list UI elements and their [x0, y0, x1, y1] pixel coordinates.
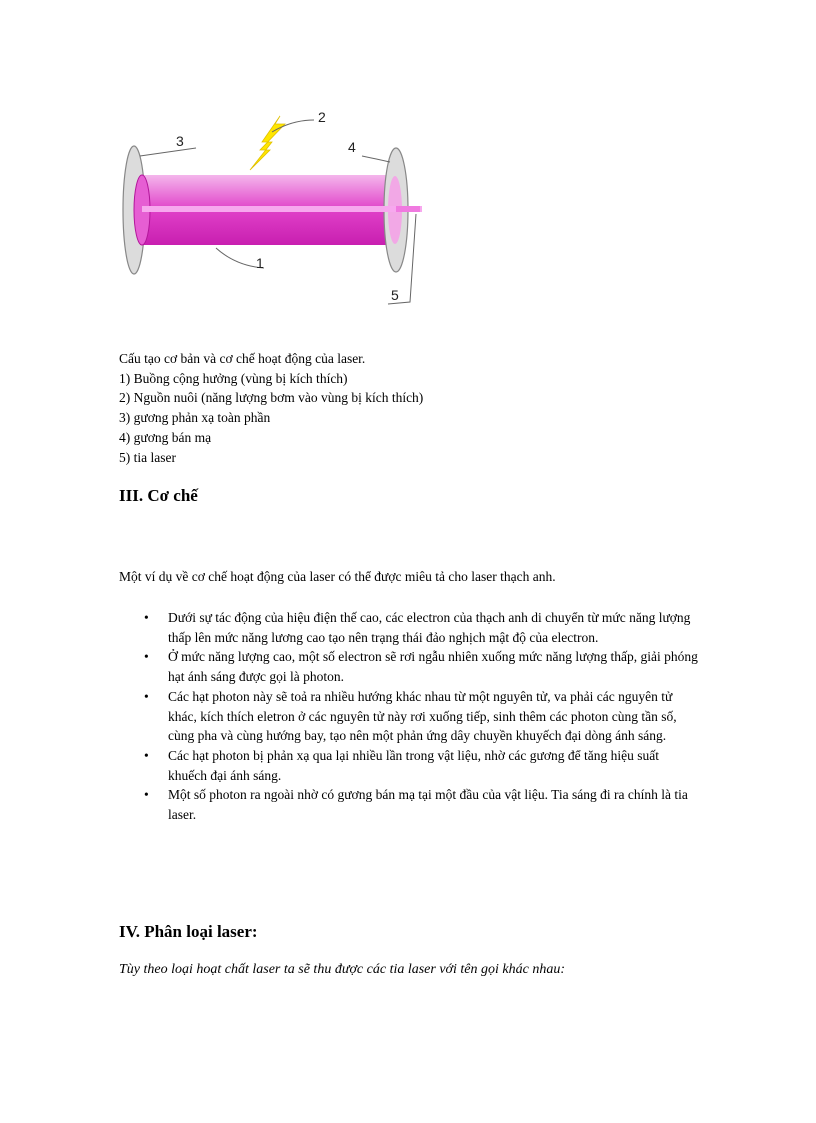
figure-label-4: 4: [348, 139, 356, 155]
list-item-text: Các hạt photon này sẽ toả ra nhiều hướng khác nhau từ một nguyên tử, va phải các nguyên tử khác, kích thích eletron ở các nguyên tử này rơi xuống tiếp, sinh thêm các photon cùng tần số, cùng pha và cùng hướng bay, tạo nên một phản ứng dây chuyền khuyếch đại dòng ánh sáng.: [168, 688, 677, 744]
bullet-icon: •: [144, 787, 149, 803]
caption-item: 1) Buồng cộng hưởng (vùng bị kích thích): [119, 370, 348, 386]
bullet-icon: •: [144, 688, 149, 704]
caption-item: 5) tia laser: [119, 449, 176, 465]
laser-output: [396, 206, 420, 212]
list-item: [140, 608, 700, 647]
laser-diagram-svg: [100, 98, 440, 310]
list-item-text: Ở mức năng lượng cao, một số electron sẽ rơi ngẫu nhiên xuống mức năng lượng thấp, giải phóng hạt ánh sáng được gọi là photon.: [168, 649, 698, 685]
bullet-icon: •: [144, 649, 149, 665]
list-item: [140, 746, 700, 785]
figure-label-2: 2: [318, 109, 326, 125]
caption-item: 2) Nguồn nuôi (năng lượng bơm vào vùng bị kích thích): [119, 390, 424, 406]
section-heading-4: IV. Phân loại laser:: [119, 922, 258, 941]
caption-title: Cấu tạo cơ bản và cơ chế hoạt động của laser.: [119, 351, 366, 366]
figure-label-3: 3: [176, 133, 184, 149]
figure-label-5: 5: [391, 287, 399, 303]
list-item-text: Một số photon ra ngoài nhờ có gương bán mạ tại một đầu của vật liệu. Tia sáng đi ra chính là tia laser.: [168, 787, 688, 823]
bullet-icon: •: [144, 747, 149, 763]
list-item: [140, 647, 700, 686]
figure-label-1: 1: [256, 255, 264, 271]
list-item-text: Các hạt photon bị phản xạ qua lại nhiều lần trong vật liệu, nhờ các gương để tăng hiệu suất khuếch đại ánh sáng.: [168, 747, 659, 783]
list-item: [140, 785, 700, 824]
list-item-text: Dưới sự tác động của hiệu điện thế cao, các electron của thạch anh di chuyển từ mức năng lượng thấp lên mức năng lương cao tạo nên trạng thái đảo nghịch mật độ của electron.: [168, 610, 691, 645]
figure-caption: [119, 349, 423, 467]
caption-item: 3) gương phản xạ toàn phần: [119, 410, 271, 426]
section-3-intro: Một ví dụ về cơ chế hoạt động của laser có thể được miêu tả cho laser thạch anh.: [119, 569, 556, 584]
laser-beam: [142, 206, 422, 212]
bullet-icon: •: [144, 610, 149, 625]
section-4-text: Tùy theo loại hoạt chất laser ta sẽ thu được các tia laser với tên gọi khác nhau:: [119, 962, 566, 977]
mechanism-list: [140, 608, 700, 825]
section-heading-3: III. Cơ chế: [119, 486, 198, 505]
list-item: [140, 687, 700, 746]
laser-diagram: [100, 98, 440, 310]
lightning-bolt-icon: [250, 116, 285, 170]
caption-item: 4) gương bán mạ: [119, 429, 212, 445]
